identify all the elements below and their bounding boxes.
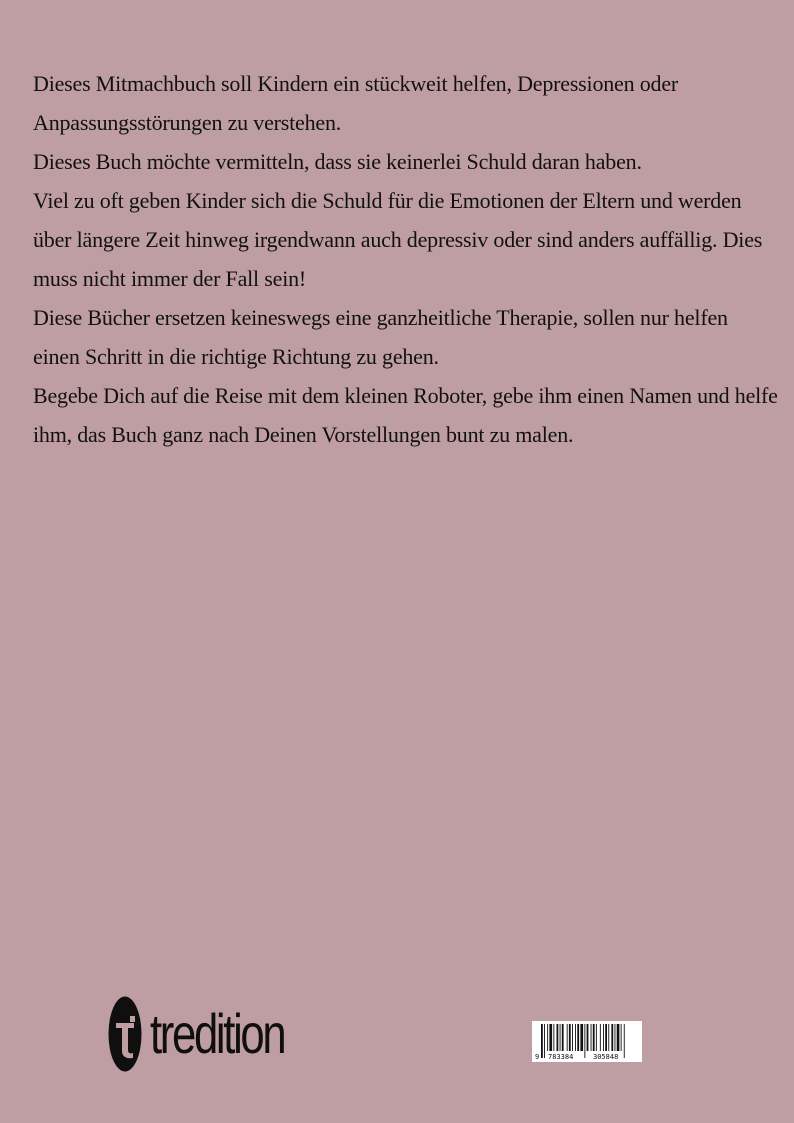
barcode-bar [553,1024,554,1051]
barcode-bar [608,1024,609,1051]
barcode-bar [560,1024,561,1051]
barcode-bar [575,1024,576,1051]
publisher-name: tredition [150,1002,285,1065]
barcode-bar [600,1024,601,1051]
barcode-bar [549,1024,552,1051]
blurb-paragraph: Diese Bücher ersetzen keineswegs eine ganzheitliche Therapie, sollen nur helfen einen Schritt in die richtige Richtung zu gehen. [33,305,728,369]
blurb-paragraph: Viel zu oft geben Kinder sich die Schuld für die Emotionen der Eltern und werden über längere Zeit hinweg irgendwann auch depressiv oder sind anders auffällig. Dies muss nicht immer der Fall sein! [33,188,763,291]
back-cover-blurb [33,64,778,454]
barcode-bar [577,1024,579,1051]
barcode-lead-digit: 9 [535,1053,540,1061]
barcode-bar [591,1024,592,1051]
barcode-bar [605,1024,607,1051]
barcode-bar [572,1024,573,1051]
barcode-bar [544,1024,545,1058]
barcode-bar [584,1024,585,1058]
publisher-logo [108,994,322,1074]
barcode-bar [562,1024,564,1051]
barcode-bar [603,1024,604,1051]
barcode-bar [569,1024,571,1051]
barcode-bar [567,1024,568,1051]
blurb-paragraph: Dieses Mitmachbuch soll Kindern ein stückweit helfen, Depressionen oder Anpassungsstörungen zu verstehen. [33,71,679,135]
barcode-right-digits: 305848 [593,1053,619,1061]
barcode-bar [596,1024,597,1051]
barcode-bar [624,1024,625,1058]
barcode-bar [541,1024,543,1058]
barcode-bar [617,1024,620,1051]
barcode-left-digits: 783384 [548,1053,574,1061]
barcode-bar [587,1024,589,1051]
barcode-bar [593,1024,595,1051]
barcode-bar [615,1024,616,1051]
barcode-bar [580,1024,583,1051]
isbn-barcode [532,1021,642,1062]
blurb-paragraph: Begebe Dich auf die Reise mit dem kleinen Roboter, gebe ihm einen Namen und helfe ihm, das Buch ganz nach Deinen Vorstellungen bunt zu malen. [33,383,778,447]
barcode-bar [611,1024,613,1051]
barcode-bar [557,1024,559,1051]
blurb-paragraph: Dieses Buch möchte vermitteln, dass sie keinerlei Schuld daran haben. [33,149,642,174]
tredition-logo-icon [108,996,142,1072]
barcode-bar [547,1024,548,1051]
barcode-bar [621,1024,622,1051]
